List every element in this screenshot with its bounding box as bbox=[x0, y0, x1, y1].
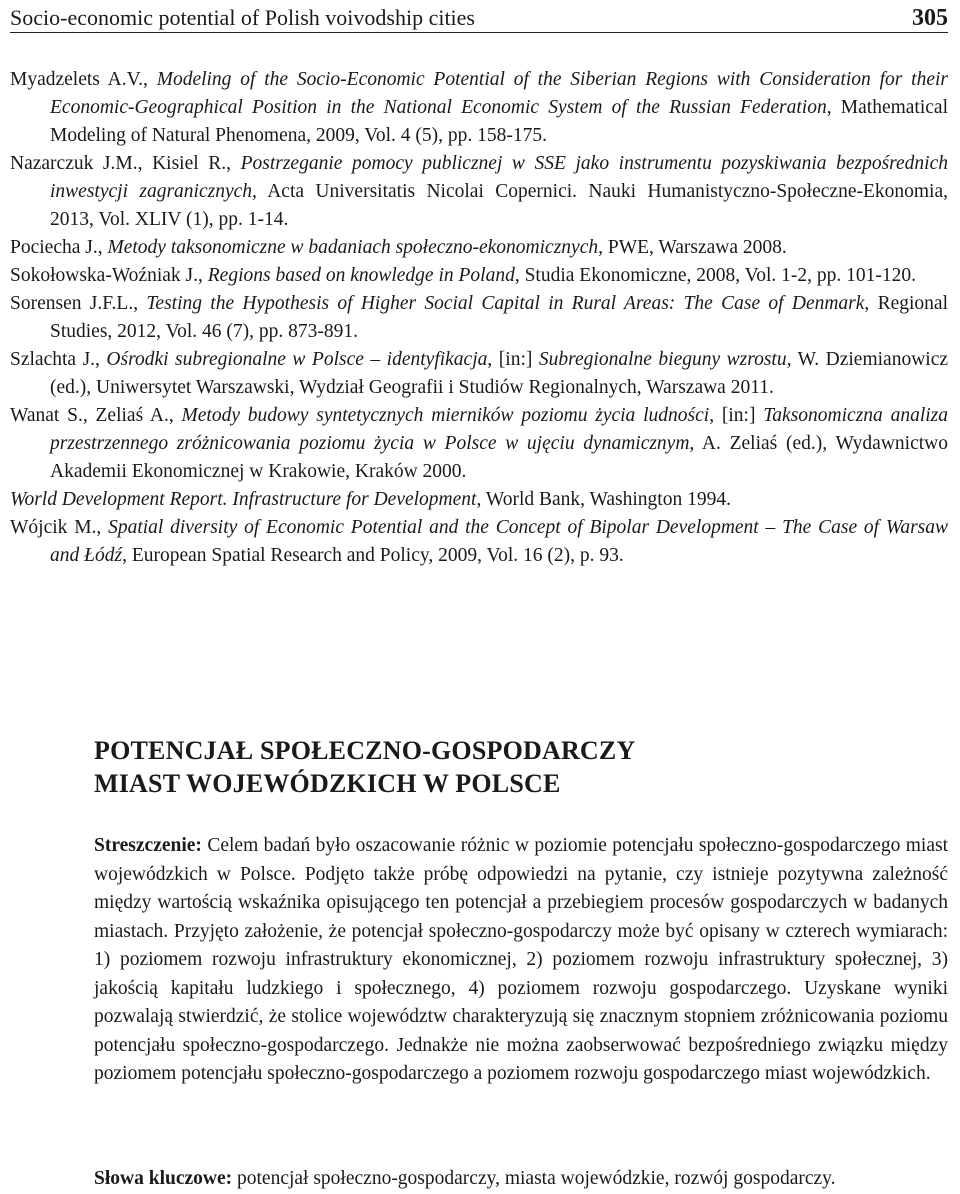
reference-text: , bbox=[143, 69, 157, 90]
reference-text: , [in:] bbox=[487, 349, 539, 370]
running-head bbox=[10, 2, 948, 33]
reference-text: , Acta Universitatis Nicolai Copernici. Nauki Humanistyczno-Społeczne-Ekonomia, 2013, Vol. XLIV (1), pp. 1-14. bbox=[50, 181, 948, 230]
reference-entry bbox=[10, 290, 948, 346]
reference-text: , Mathematical Modeling of Natural Phenomena, 2009, Vol. 4 (5), pp. 158-175. bbox=[50, 97, 948, 146]
reference-text: , [in:] bbox=[709, 405, 764, 426]
reference-italic-text: Metody budowy syntetycznych mierników poziomu życia ludności bbox=[181, 405, 710, 426]
reference-text: , bbox=[168, 405, 182, 426]
abstract bbox=[94, 832, 948, 1089]
page-number: 305 bbox=[912, 5, 948, 31]
keywords-text: potencjał społeczno-gospodarczy, miasta wojewódzkie, rozwój gospodarczy. bbox=[232, 1168, 836, 1189]
reference-entry bbox=[10, 486, 948, 514]
reference-italic-text: World Development Report. Infrastructure for Development bbox=[10, 489, 477, 510]
reference-author: Myadzelets A.V. bbox=[10, 69, 144, 90]
references-list bbox=[10, 66, 948, 570]
reference-entry bbox=[10, 514, 948, 570]
reference-entry bbox=[10, 150, 948, 234]
reference-text: , World Bank, Washington 1994. bbox=[476, 489, 731, 510]
article-title bbox=[94, 734, 914, 800]
reference-italic-text: Regions based on knowledge in Poland bbox=[207, 265, 515, 286]
reference-text: , A. Zeliaś (ed.), Wydawnictwo Akademii Ekonomicznej w Krakowie, Kraków 2000. bbox=[50, 433, 948, 482]
reference-italic-text: Subregionalne bieguny wzrostu bbox=[538, 349, 787, 370]
reference-author: Szlachta J. bbox=[10, 349, 96, 370]
reference-italic-text: Ośrodki subregionalne w Polsce – identyfikacja bbox=[106, 349, 488, 370]
reference-entry bbox=[10, 66, 948, 150]
reference-text: , bbox=[133, 293, 147, 314]
reference-author: Wójcik M. bbox=[10, 517, 97, 538]
article-title-line-1: POTENCJAŁ SPOŁECZNO-GOSPODARCZY bbox=[94, 736, 636, 765]
reference-italic-text: Spatial diversity of Economic Potential and the Concept of Bipolar Development – The Case of Warsaw and Łódź bbox=[50, 517, 949, 566]
reference-italic-text: Modeling of the Socio-Economic Potential of the Siberian Regions with Consideration for their Economic-Geographical Position in the National Economic System of the Russian Federation bbox=[50, 69, 948, 118]
reference-text: , PWE, Warszawa 2008. bbox=[598, 237, 787, 258]
reference-entry bbox=[10, 402, 948, 486]
reference-italic-text: Taksonomiczna analiza przestrzennego zróżnicowania poziomu życia w Polsce w ujęciu dynamicznym bbox=[50, 405, 948, 454]
reference-entry bbox=[10, 234, 948, 262]
article-title-line-2: MIAST WOJEWÓDZKICH W POLSCE bbox=[94, 769, 561, 798]
running-head-title: Socio-economic potential of Polish voivodship cities bbox=[10, 5, 475, 30]
reference-text: , bbox=[198, 265, 208, 286]
reference-text: , Studia Ekonomiczne, 2008, Vol. 1-2, pp. 101-120. bbox=[514, 265, 916, 286]
reference-italic-text: Testing the Hypothesis of Higher Social Capital in Rural Areas: The Case of Denmark bbox=[146, 293, 865, 314]
reference-author: Wanat S., Zeliaś A. bbox=[10, 405, 169, 426]
reference-entry bbox=[10, 346, 948, 402]
reference-text: , bbox=[97, 237, 108, 258]
reference-text: , European Spatial Research and Policy, 2009, Vol. 16 (2), p. 93. bbox=[122, 545, 624, 566]
keywords bbox=[94, 1165, 948, 1193]
reference-text: , W. Dziemianowicz (ed.), Uniwersytet Warszawski, Wydział Geografii i Studiów Regionalnych, Warszawa 2011. bbox=[50, 349, 949, 398]
reference-text: , bbox=[95, 349, 107, 370]
reference-author: Nazarczuk J.M., Kisiel R. bbox=[10, 153, 227, 174]
reference-author: Pociecha J. bbox=[10, 237, 98, 258]
reference-italic-text: Metody taksonomiczne w badaniach społeczno-ekonomicznych bbox=[107, 237, 599, 258]
abstract-text: Celem badań było oszacowanie różnic w poziomie potencjału społeczno-gospodarczego miast wojewódzkich w Polsce. Podjęto także próbę odpowiedzi na pytanie, czy istnieje pozytywna zależność między wartością wskaźnika opisującego ten potencjał a przebiegiem procesów gospodarczych w badanych miastach. Przyjęto założenie, że potencjał społeczno-gospodarczy może być opisany w czterech wymiarach: 1) poziomem rozwoju infrastruktury ekonomicznej, 2) poziomem rozwoju infrastruktury społecznej, 3) jakością kapitału ludzkiego i społecznego, 4) poziomem rozwoju gospodarczego. Uzyskane wyniki pozwalają stwierdzić, że stolice województw charakteryzują się znacznym stopniem zróżnicowania poziomu potencjału społeczno-gospodarczego. Jednakże nie można zaobserwować bezpośredniego związku między poziomem potencjału społeczno-gospodarczego a poziomem rozwoju gospodarczego miast wojewódzkich. bbox=[94, 835, 948, 1084]
reference-text: , bbox=[226, 153, 241, 174]
reference-author: Sokołowska-Woźniak J. bbox=[10, 265, 198, 286]
keywords-label: Słowa kluczowe: bbox=[94, 1168, 233, 1189]
reference-text: , bbox=[96, 517, 109, 538]
reference-italic-text: Postrzeganie pomocy publicznej w SSE jako instrumentu pozyskiwania bezpośrednich inwestycji zagranicznych bbox=[50, 153, 949, 202]
reference-author: Sorensen J.F.L. bbox=[10, 293, 134, 314]
reference-entry bbox=[10, 262, 948, 290]
reference-text: , Regional Studies, 2012, Vol. 46 (7), pp. 873-891. bbox=[50, 293, 948, 342]
abstract-label: Streszczenie: bbox=[94, 835, 202, 856]
